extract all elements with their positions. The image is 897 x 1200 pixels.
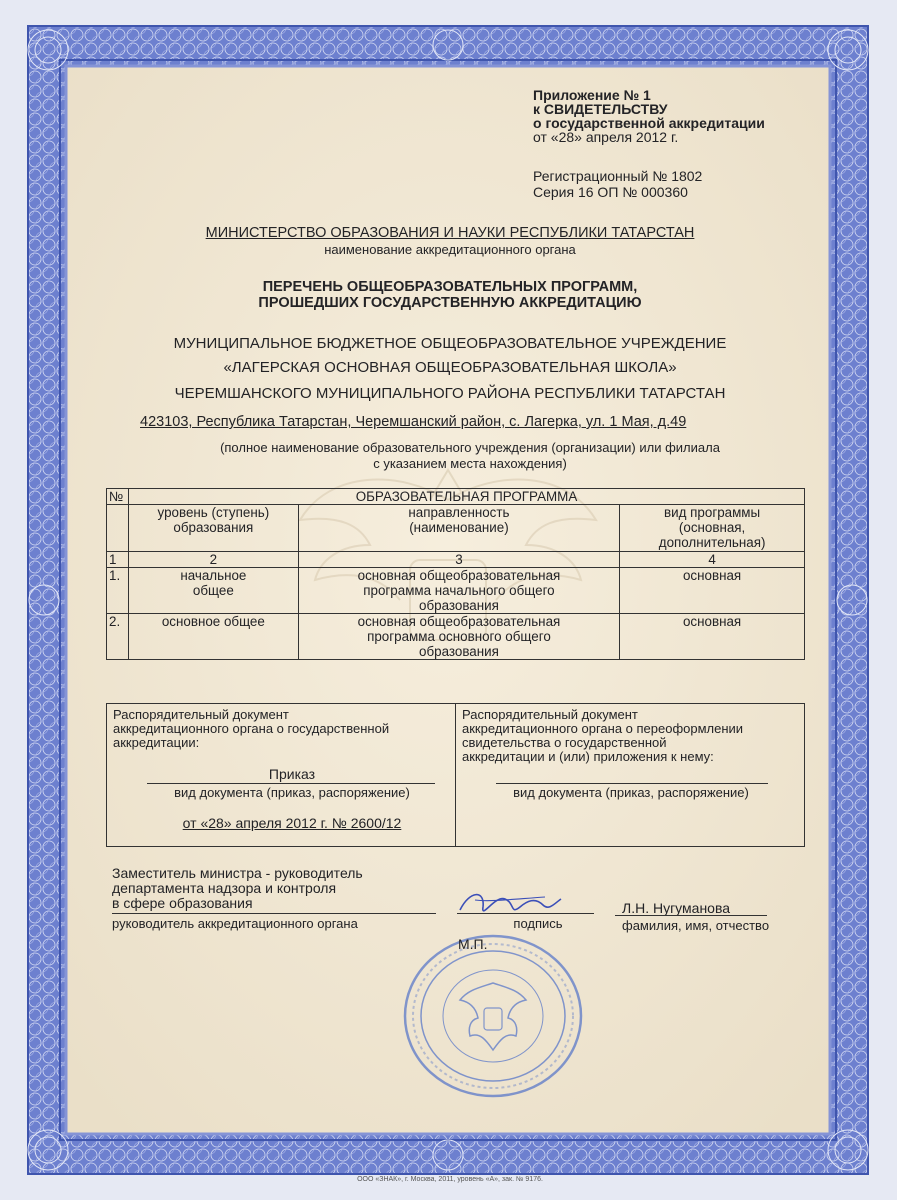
institution-caption-line1: (полное наименование образовательного учреждения (организации) или филиала <box>220 440 720 455</box>
accreditation-order-date: от «28» апреля 2012 г. № 2600/12 <box>182 815 402 831</box>
authority-name: МИНИСТЕРСТВО ОБРАЗОВАНИЯ И НАУКИ РЕСПУБЛИКИ ТАТАРСТАН <box>205 225 695 241</box>
reissue-order <box>456 704 804 846</box>
signatory-name: Л.Н. Нугуманова <box>622 900 731 916</box>
appendix-date: от «28» апреля 2012 г. <box>533 129 679 145</box>
authority-caption: наименование аккредитационного органа <box>324 242 576 257</box>
col-no-header: № <box>107 489 129 505</box>
official-seal-stamp <box>398 928 588 1098</box>
row-level: начальное общее <box>128 568 298 614</box>
appendix-subject: о государственной аккредитации <box>533 115 765 131</box>
institution-line1: МУНИЦИПАЛЬНОЕ БЮДЖЕТНОЕ ОБЩЕОБРАЗОВАТЕЛЬНОЕ УЧРЕЖДЕНИЕ <box>173 335 727 352</box>
name-caption: фамилия, имя, отчество <box>622 918 770 933</box>
row-level: основное общее <box>128 614 298 660</box>
orders-box <box>106 703 805 847</box>
series-number: Серия 16 ОП № 000360 <box>533 184 688 200</box>
table-subheader-row <box>107 505 805 552</box>
accreditation-order-text: Распорядительный документ аккредитационного органа о государственной аккредитации: <box>113 707 390 750</box>
col-kind-header: вид программы (основная, дополнительная) <box>620 505 805 552</box>
reissue-order-caption: вид документа (приказ, распоряжение) <box>513 785 749 800</box>
page-title-line1: ПЕРЕЧЕНЬ ОБЩЕОБРАЗОВАТЕЛЬНЫХ ПРОГРАММ, <box>262 279 638 295</box>
institution-line2: «ЛАГЕРСКАЯ ОСНОВНАЯ ОБЩЕОБРАЗОВАТЕЛЬНАЯ ШКОЛА» <box>223 359 677 376</box>
accreditation-order-caption: вид документа (приказ, распоряжение) <box>174 785 410 800</box>
table-header-row <box>107 489 805 505</box>
row-kind: основная <box>620 568 805 614</box>
col-number: 2 <box>128 552 298 568</box>
program-header: ОБРАЗОВАТЕЛЬНАЯ ПРОГРАММА <box>128 489 804 505</box>
accreditation-order-type: Приказ <box>268 766 316 782</box>
column-number-row <box>107 552 805 568</box>
table-row <box>107 568 805 614</box>
row-direction: основная общеобразовательная программа основного общего образования <box>298 614 619 660</box>
row-kind: основная <box>620 614 805 660</box>
signature-caption: подпись <box>513 916 563 931</box>
appendix-number: Приложение № 1 <box>533 87 651 103</box>
programs-table <box>106 488 805 660</box>
appendix-header <box>533 88 833 144</box>
row-no: 2. <box>107 614 129 660</box>
institution-address: 423103, Республика Татарстан, Черемшанский район, с. Лагерка, ул. 1 Мая, д.49 <box>140 414 687 430</box>
printer-imprint: ООО «ЗНАК», г. Москва, 2011, уровень «А», зак. № 9176. <box>357 1176 543 1183</box>
stamp-place-label: М.П. <box>458 936 488 952</box>
page-title-line2: ПРОШЕДШИХ ГОСУДАРСТВЕННУЮ АККРЕДИТАЦИЮ <box>258 295 642 311</box>
col-number: 3 <box>298 552 619 568</box>
col-number: 4 <box>620 552 805 568</box>
appendix-to-certificate: к СВИДЕТЕЛЬСТВУ <box>533 101 668 117</box>
reissue-order-text: Распорядительный документ аккредитационного органа о переоформлении свидетельства о государственной аккредитации и (или) приложения к нему: <box>462 707 744 764</box>
col-number: 1 <box>107 552 129 568</box>
accreditation-order <box>107 704 456 846</box>
col-direction-header: направленность (наименование) <box>298 505 619 552</box>
signatory-caption: руководитель аккредитационного органа <box>112 916 358 931</box>
table-row <box>107 614 805 660</box>
registration-number: Регистрационный № 1802 <box>533 168 703 184</box>
institution-caption-line2: с указанием места нахождения) <box>373 456 567 471</box>
row-direction: основная общеобразовательная программа начального общего образования <box>298 568 619 614</box>
signatory-position: Заместитель министра - руководитель департамента надзора и контроля в сфере образования <box>112 865 363 911</box>
institution-line3: ЧЕРЕМШАНСКОГО МУНИЦИПАЛЬНОГО РАЙОНА РЕСПУБЛИКИ ТАТАРСТАН <box>174 385 726 402</box>
col-level-header: уровень (ступень) образования <box>128 505 298 552</box>
row-no: 1. <box>107 568 129 614</box>
